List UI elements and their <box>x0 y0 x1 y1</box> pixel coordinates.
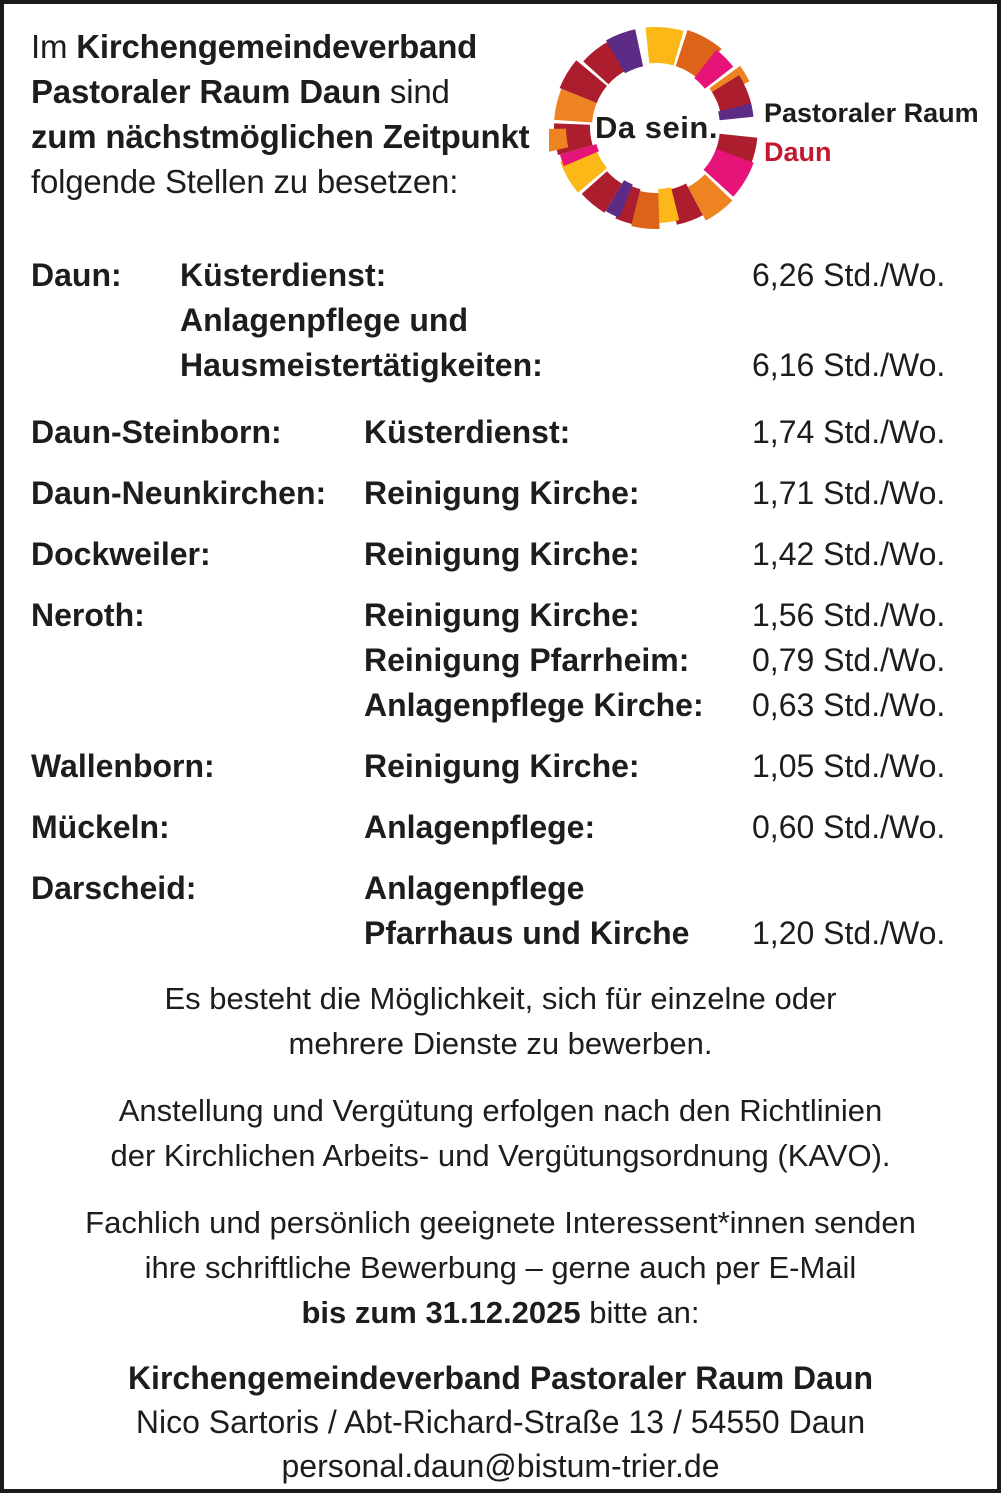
location-cell: Mückeln: <box>31 809 170 845</box>
intro-line-1 <box>31 24 561 69</box>
job-group <box>31 744 970 789</box>
address-email: personal.daun@bistum-trier.de <box>281 1448 720 1484</box>
job-cell: Reinigung Kirche: <box>364 536 640 572</box>
location-cell <box>31 683 364 728</box>
hours-cell: 6,26 Std./Wo. <box>752 257 946 293</box>
location-cell: Wallenborn: <box>31 748 215 784</box>
paragraph-kavo <box>31 1088 970 1178</box>
job-group <box>31 866 970 956</box>
job-cell: Hausmeistertätigkeiten: <box>180 347 543 383</box>
hours-cell: 0,79 Std./Wo. <box>752 642 946 678</box>
hours-cell: 0,63 Std./Wo. <box>752 687 946 723</box>
p2-line-2: der Kirchlichen Arbeits- und Vergütungsordnung (KAVO). <box>110 1138 891 1173</box>
intro-line-3 <box>31 114 561 159</box>
intro-line2-suffix: sind <box>380 73 450 110</box>
p2-line-1: Anstellung und Vergütung erfolgen nach den Richtlinien <box>118 1093 883 1128</box>
p3-line-2: ihre schriftliche Bewerbung – gerne auch per E-Mail <box>144 1250 857 1285</box>
address-block <box>31 1356 970 1488</box>
intro-line-2 <box>31 69 561 114</box>
job-group <box>31 410 970 455</box>
job-row-line <box>31 911 970 956</box>
p3-line3-suffix: bitte an: <box>580 1295 700 1330</box>
location-cell <box>31 911 364 956</box>
intro-line1-prefix: Im <box>31 28 77 65</box>
wordmark-line-1: Pastoraler Raum <box>764 98 979 128</box>
p1-line-2: mehrere Dienste zu bewerben. <box>288 1026 713 1061</box>
hours-cell: 1,20 Std./Wo. <box>752 915 946 951</box>
job-cell: Küsterdienst: <box>180 257 387 293</box>
hours-cell: 1,05 Std./Wo. <box>752 748 946 784</box>
location-cell <box>31 638 364 683</box>
jobs-table <box>31 253 970 972</box>
hours-cell <box>752 298 970 343</box>
job-row-line <box>31 471 970 516</box>
hours-cell: 1,74 Std./Wo. <box>752 414 946 450</box>
job-cell: Reinigung Kirche: <box>364 597 640 633</box>
location-cell: Daun-Neunkirchen: <box>31 475 327 511</box>
intro-line-4: folgende Stellen zu besetzen: <box>31 163 459 200</box>
location-cell: Darscheid: <box>31 870 197 906</box>
p3-line-3 <box>31 1290 970 1335</box>
job-cell: Anlagenpflege Kirche: <box>364 687 704 723</box>
job-row-line <box>31 343 970 388</box>
location-cell: Neroth: <box>31 597 145 633</box>
hours-cell: 1,71 Std./Wo. <box>752 475 946 511</box>
job-group <box>31 532 970 577</box>
job-cell: Reinigung Pfarrheim: <box>364 642 690 678</box>
location-cell: Daun: <box>31 257 122 293</box>
p1-line-1: Es besteht die Möglichkeit, sich für einzelne oder <box>164 981 837 1016</box>
job-row-line <box>31 638 970 683</box>
job-cell: Reinigung Kirche: <box>364 475 640 511</box>
job-row-line <box>31 253 970 298</box>
address-street: Nico Sartoris / Abt-Richard-Straße 13 / 54550 Daun <box>135 1404 866 1440</box>
job-row-line <box>31 744 970 789</box>
job-cell: Reinigung Kirche: <box>364 748 640 784</box>
hours-cell: 6,16 Std./Wo. <box>752 347 946 383</box>
job-cell: Anlagenpflege und <box>180 302 468 338</box>
job-cell: Anlagenpflege <box>364 870 585 906</box>
job-row-line <box>31 866 970 911</box>
location-cell <box>31 298 180 343</box>
job-group <box>31 253 970 388</box>
logo <box>549 20 764 235</box>
job-group <box>31 593 970 728</box>
intro-line1-bold: Kirchengemeindeverband <box>76 28 478 65</box>
hours-cell: 1,42 Std./Wo. <box>752 536 946 572</box>
job-cell: Pfarrhaus und Kirche <box>364 915 690 951</box>
logo-wordmark <box>764 96 979 169</box>
hours-cell <box>752 866 970 911</box>
job-row-line <box>31 298 970 343</box>
job-row-line <box>31 410 970 455</box>
location-cell <box>31 343 180 388</box>
job-row-line <box>31 532 970 577</box>
location-cell: Dockweiler: <box>31 536 211 572</box>
wordmark-line-2: Daun <box>764 137 832 167</box>
job-row-line <box>31 805 970 850</box>
hours-cell: 1,56 Std./Wo. <box>752 597 946 633</box>
job-group <box>31 471 970 516</box>
intro-line3-bold: zum nächstmöglichen Zeitpunkt <box>31 118 530 155</box>
paragraph-application <box>31 1200 970 1335</box>
hours-cell: 0,60 Std./Wo. <box>752 809 946 845</box>
job-cell: Anlagenpflege: <box>364 809 596 845</box>
paragraph-apply-multiple <box>31 976 970 1066</box>
deadline-date: bis zum 31.12.2025 <box>301 1295 581 1330</box>
intro-line2-bold: Pastoraler Raum Daun <box>31 73 381 110</box>
job-row-line <box>31 683 970 728</box>
job-cell: Küsterdienst: <box>364 414 571 450</box>
job-row-line <box>31 593 970 638</box>
address-organization: Kirchengemeindeverband Pastoraler Raum Daun <box>127 1360 874 1396</box>
logo-center-text: Da sein. <box>595 109 718 145</box>
p3-line-1: Fachlich und persönlich geeignete Interessent*innen senden <box>85 1205 916 1240</box>
location-cell: Daun-Steinborn: <box>31 414 282 450</box>
intro-text <box>31 24 561 204</box>
job-group <box>31 805 970 850</box>
